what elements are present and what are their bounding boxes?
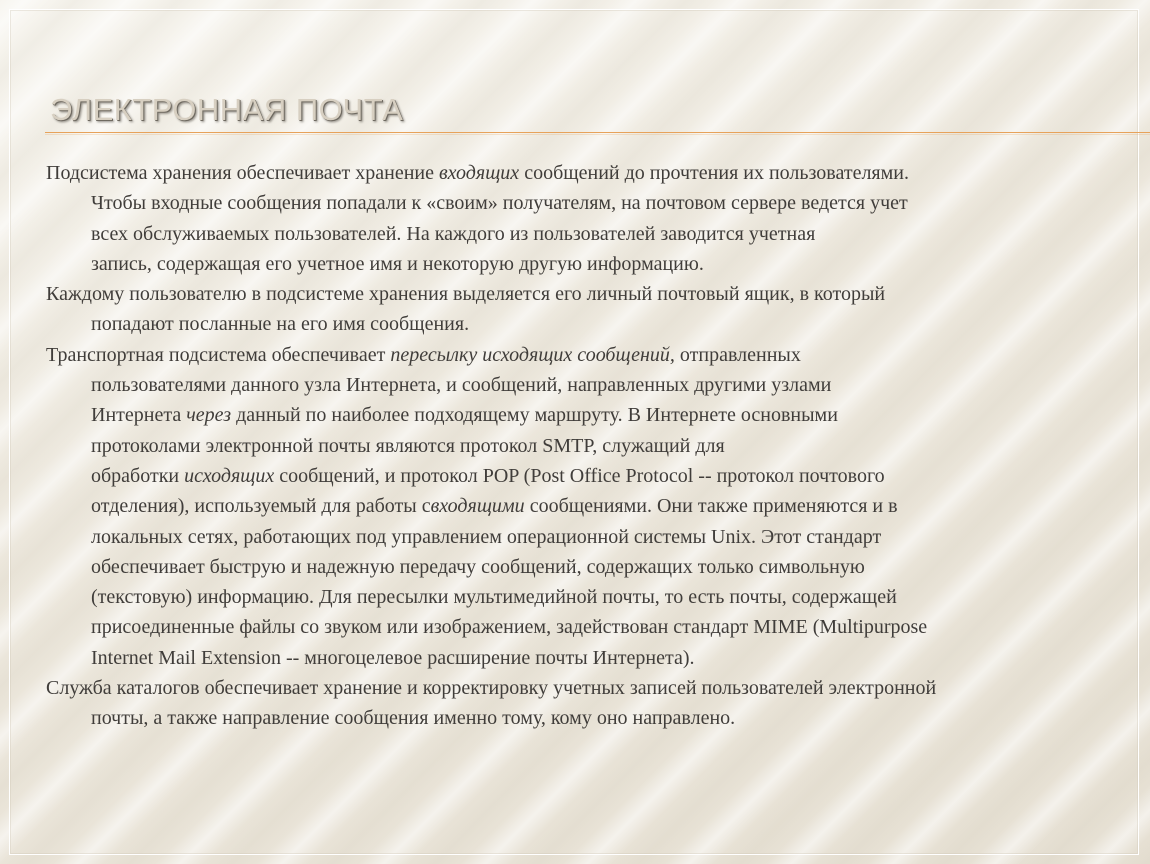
text-line: Чтобы входные сообщения попадали к «своим» получателям, на почтовом сервере ведется учет [91, 192, 908, 215]
title-underline-shadow [45, 134, 1150, 135]
emphasis: через [186, 404, 232, 427]
text-line: Internet Mail Extension -- многоцелевое расширение почты Интернета). [91, 646, 695, 669]
text-line: протоколами электронной почты являются протокол SMTP, служащий для [91, 434, 725, 457]
slide-body [46, 158, 1118, 734]
text-line: (текстовую) информацию. Для пересылки мультимедийной почты, то есть почты, содержащей [91, 586, 897, 609]
title-underline [45, 132, 1150, 133]
text-line: Транспортная подсистема обеспечивает пересылку исходящих сообщений, отправленных [46, 343, 801, 366]
emphasis: пересылку исходящих сообщений, [390, 343, 675, 366]
text-line: почты, а также направление сообщения именно тому, кому оно направлено. [91, 707, 736, 730]
slide-title: ЭЛЕКТРОННАЯ ПОЧТА [50, 92, 404, 127]
text-line: Подсистема хранения обеспечивает хранение входящих сообщений до прочтения их пользователями. [46, 162, 909, 184]
text-line: присоединенные файлы со звуком или изображением, задействован стандарт MIME (Multipurpose [91, 616, 928, 639]
emphasis: входящими [430, 495, 525, 518]
paragraph-storage-subsystem [46, 158, 1118, 279]
text-line: запись, содержащая его учетное имя и некоторую другую информацию. [91, 252, 704, 275]
emphasis: исходящих [184, 464, 275, 487]
emphasis: входящих [439, 162, 520, 184]
text-line: пользователями данного узла Интернета, и сообщений, направленных другими узлами [91, 374, 832, 397]
text-line: обеспечивает быструю и надежную передачу сообщений, содержащих только символьную [91, 555, 865, 578]
text-line: обработки исходящих сообщений, и протокол POP (Post Office Protocol -- протокол почтового [91, 464, 885, 487]
text-line: всех обслуживаемых пользователей. На каждого из пользователей заводится учетная [91, 222, 816, 245]
paragraph-transport-subsystem [46, 340, 1118, 673]
text-line: отделения), используемый для работы свходящими сообщениями. Они также применяются и в [91, 495, 898, 518]
text-line: попадают посланные на его имя сообщения. [91, 313, 470, 336]
text-line: Интернета через данный по наиболее подходящему маршруту. В Интернете основными [91, 404, 838, 427]
paragraph-directory-service [46, 673, 1118, 734]
text-line: Служба каталогов обеспечивает хранение и корректировку учетных записей пользователей электронной [46, 677, 937, 700]
text-line: Каждому пользователю в подсистеме хранения выделяется его личный почтовый ящик, в который [46, 283, 886, 306]
paragraph-mailbox [46, 279, 1118, 340]
text-line: локальных сетях, работающих под управлением операционной системы Unix. Этот стандарт [91, 525, 882, 548]
